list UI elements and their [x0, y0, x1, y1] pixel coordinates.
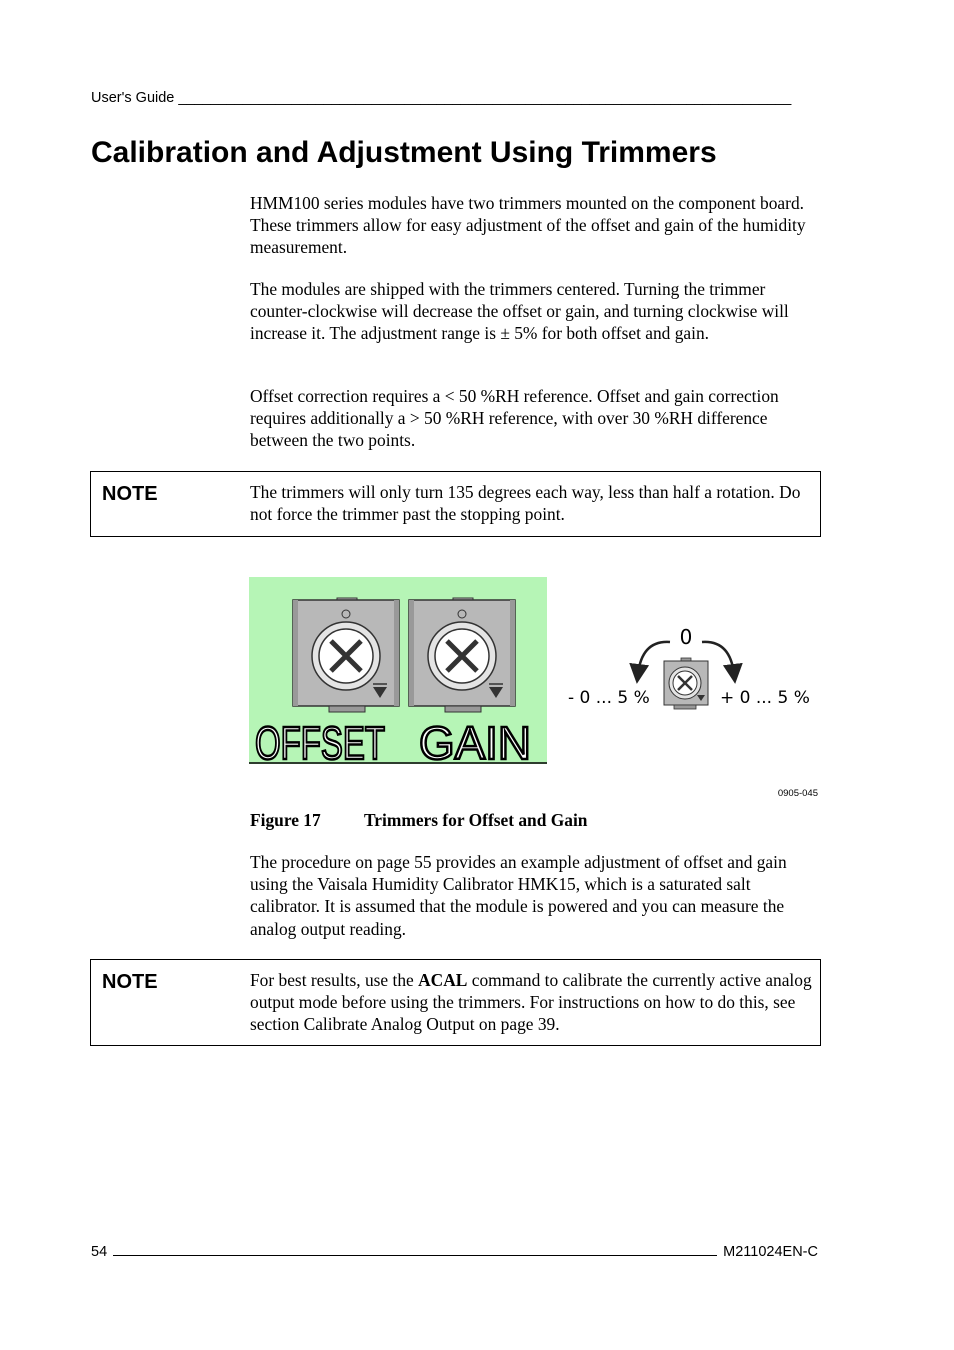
document-code: M211024EN-C: [723, 1244, 818, 1260]
zero-label: 0: [679, 625, 693, 649]
paragraph-reference-requirements: Offset correction requires a < 50 %RH reference. Offset and gain correction requires additionally a > 50 %RH reference, with over 30 %RH difference between the two points.: [250, 386, 779, 451]
gain-trimmer-icon: [409, 598, 515, 712]
footer-rule: [113, 1241, 717, 1256]
trimmers-illustration: [249, 577, 547, 764]
figure-caption-text: Trimmers for Offset and Gain: [364, 810, 588, 830]
paragraph-procedure: The procedure on page 55 provides an example adjustment of offset and gain using the Vaisala Humidity Calibrator HMK15, which is a saturated salt calibrator. It is assumed that the module is powered and you can measure the analog output reading.: [250, 852, 787, 939]
note-text-after: command to calibrate the currently active analog output mode before using the trimmers. For instructions on how to do this, see section Calibrate Analog Output on page 39.: [250, 970, 812, 1035]
page-title: Calibration and Adjustment Using Trimmers: [91, 136, 717, 169]
note-label: NOTE: [102, 971, 158, 993]
acal-command: ACAL: [418, 970, 468, 990]
paragraph-intro: HMM100 series modules have two trimmers mounted on the component board. These trimmers allow for easy adjustment of the offset and gain of the humidity measurement.: [250, 193, 806, 258]
gain-label: GAIN: [419, 717, 531, 764]
figure-caption: [250, 810, 587, 831]
figure-number: Figure 17: [250, 810, 321, 830]
small-trimmer-icon: [664, 658, 708, 709]
note-text: The trimmers will only turn 135 degrees each way, less than half a rotation. Do not force the trimmer past the stopping point.: [250, 482, 801, 525]
paragraph-trimmer-direction: The modules are shipped with the trimmers centered. Turning the trimmer counter-clockwise will decrease the offset or gain, and turning clockwise will increase it. The adjustment range is ± 5% for both offset and gain.: [250, 279, 789, 344]
offset-label: OFFSET: [255, 717, 385, 764]
decrease-range-label: - 0 ... 5 %: [568, 688, 650, 708]
note-label: NOTE: [102, 483, 158, 505]
figure-id: 0905-045: [777, 788, 818, 799]
rotation-diagram: [560, 620, 820, 720]
offset-trimmer-icon: [293, 598, 399, 712]
page-number: 54: [91, 1244, 108, 1260]
page-footer: [91, 1241, 818, 1260]
running-header: User's Guide ____________________________________________________________________________: [91, 90, 792, 106]
note-box-rotation: [90, 471, 821, 537]
note-text-before: For best results, use the: [250, 970, 419, 990]
note-text: [250, 969, 818, 1036]
increase-range-label: + 0 ... 5 %: [720, 688, 810, 708]
note-box-acal: [90, 959, 821, 1046]
